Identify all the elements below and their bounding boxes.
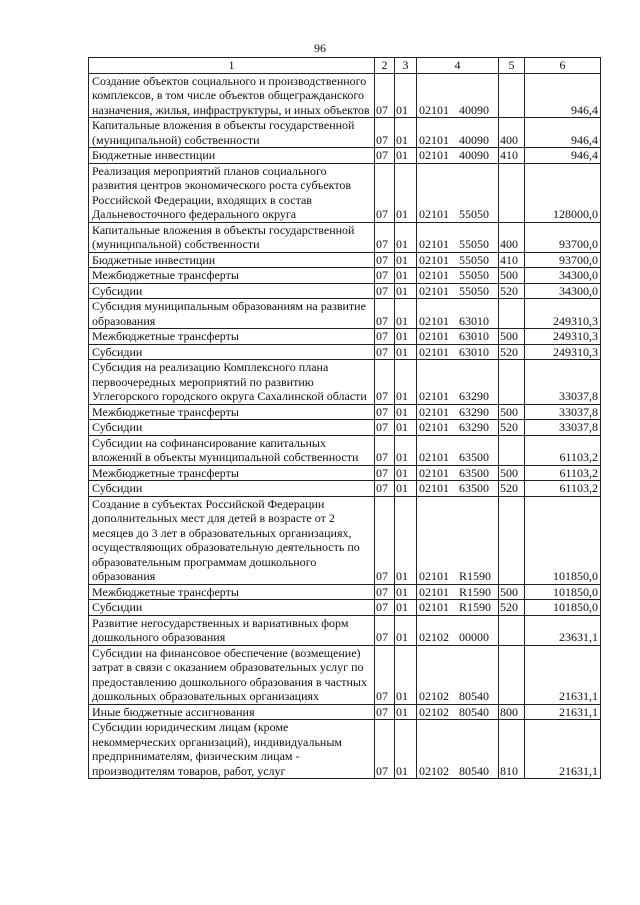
item-name: Межбюджетные трансферты (89, 404, 375, 420)
table-row (89, 435, 601, 465)
subsection-code: 01 (395, 299, 417, 329)
target-article-code (417, 118, 499, 148)
item-name: Субсидии (89, 420, 375, 436)
target-article-code (417, 645, 499, 704)
table-row (89, 222, 601, 252)
amount: 21631,1 (525, 720, 601, 779)
program-code: 02101 (419, 132, 449, 147)
program-code: 02101 (419, 237, 449, 251)
target-article-code (417, 299, 499, 329)
subsection-code: 01 (395, 118, 417, 148)
item-name: Межбюджетные трансферты (89, 329, 375, 345)
subsection-code: 01 (395, 481, 417, 497)
target-article-code (417, 420, 499, 436)
table-row (89, 118, 601, 148)
expense-type-code (499, 360, 525, 405)
direction-code: R1590 (459, 600, 492, 614)
item-name: Иные бюджетные ассигнования (89, 704, 375, 720)
section-code: 07 (375, 720, 395, 779)
target-article-code (417, 148, 499, 164)
subsection-code: 01 (395, 584, 417, 600)
subsection-code: 01 (395, 283, 417, 299)
program-code: 02101 (419, 420, 449, 434)
table-row (89, 344, 601, 360)
subsection-code: 01 (395, 645, 417, 704)
target-article-code (417, 465, 499, 481)
amount: 128000,0 (525, 163, 601, 222)
item-name: Субсидии (89, 600, 375, 616)
section-code: 07 (375, 148, 395, 164)
expense-type-code: 500 (499, 404, 525, 420)
item-name: Межбюджетные трансферты (89, 268, 375, 284)
expense-type-code: 520 (499, 344, 525, 360)
table-row (89, 360, 601, 405)
program-code: 02101 (419, 283, 449, 298)
amount: 946,4 (525, 118, 601, 148)
target-article-code (417, 435, 499, 465)
target-article-code (417, 329, 499, 345)
page-number: 96 (314, 41, 326, 55)
subsection-code: 01 (395, 222, 417, 252)
target-article-code (417, 252, 499, 268)
item-name: Создание объектов социального и производственного комплексов, в том числе объектов общегражданского назначения, жилья, инфраструктуры, и иных объектов (89, 73, 375, 118)
expense-type-code: 400 (499, 118, 525, 148)
target-article-code (417, 496, 499, 584)
expense-type-code (499, 299, 525, 329)
header-cell: 5 (499, 58, 525, 74)
direction-code: 80540 (459, 704, 489, 719)
expense-type-code: 520 (499, 420, 525, 436)
subsection-code: 01 (395, 404, 417, 420)
section-code: 07 (375, 435, 395, 465)
expense-type-code: 520 (499, 600, 525, 616)
amount: 33037,8 (525, 420, 601, 436)
program-code: 02101 (419, 450, 449, 464)
section-code: 07 (375, 329, 395, 345)
target-article-code (417, 360, 499, 405)
expense-type-code: 500 (499, 465, 525, 481)
expense-type-code (499, 435, 525, 465)
item-name: Межбюджетные трансферты (89, 584, 375, 600)
direction-code: 40090 (459, 132, 489, 147)
expense-type-code: 520 (499, 481, 525, 497)
subsection-code: 01 (395, 360, 417, 405)
direction-code: 63500 (459, 465, 489, 480)
table-row (89, 496, 601, 584)
direction-code: 40090 (459, 148, 489, 162)
amount: 93700,0 (525, 222, 601, 252)
amount: 23631,1 (525, 615, 601, 645)
subsection-code: 01 (395, 465, 417, 481)
direction-code: 00000 (459, 630, 489, 644)
subsection-code: 01 (395, 148, 417, 164)
expense-type-code: 410 (499, 148, 525, 164)
amount: 61103,2 (525, 481, 601, 497)
amount: 249310,3 (525, 299, 601, 329)
table-row (89, 704, 601, 720)
table-row (89, 299, 601, 329)
program-code: 02101 (419, 389, 449, 403)
expense-type-code (499, 496, 525, 584)
target-article-code (417, 720, 499, 779)
table-row (89, 283, 601, 299)
target-article-code (417, 222, 499, 252)
item-name: Субсидия муниципальным образованиям на развитие образования (89, 299, 375, 329)
program-code: 02102 (419, 763, 449, 778)
subsection-code: 01 (395, 720, 417, 779)
amount: 34300,0 (525, 268, 601, 284)
expense-type-code (499, 73, 525, 118)
target-article-code (417, 404, 499, 420)
direction-code: 80540 (459, 763, 489, 778)
table-row (89, 720, 601, 779)
amount: 101850,0 (525, 584, 601, 600)
table-row (89, 584, 601, 600)
section-code: 07 (375, 704, 395, 720)
program-code: 02101 (419, 584, 449, 599)
expense-type-code: 500 (499, 584, 525, 600)
direction-code: 63500 (459, 450, 489, 464)
section-code: 07 (375, 404, 395, 420)
target-article-code (417, 584, 499, 600)
direction-code: 55050 (459, 237, 489, 251)
direction-code: 80540 (459, 689, 489, 703)
subsection-code: 01 (395, 435, 417, 465)
subsection-code: 01 (395, 252, 417, 268)
direction-code: 40090 (459, 102, 489, 117)
item-name: Межбюджетные трансферты (89, 465, 375, 481)
amount: 249310,3 (525, 329, 601, 345)
expense-type-code (499, 645, 525, 704)
direction-code: R1590 (459, 569, 492, 583)
program-code: 02101 (419, 569, 449, 583)
item-name: Реализация мероприятий планов социального развития центров экономического роста субъектов Российской Федерации, входящих в состав Дальневосточного федерального округа (89, 163, 375, 222)
target-article-code (417, 600, 499, 616)
table-row (89, 481, 601, 497)
program-code: 02101 (419, 148, 449, 162)
direction-code: 63290 (459, 420, 489, 434)
amount: 21631,1 (525, 645, 601, 704)
amount: 61103,2 (525, 465, 601, 481)
target-article-code (417, 615, 499, 645)
amount: 249310,3 (525, 344, 601, 360)
amount: 101850,0 (525, 496, 601, 584)
subsection-code: 01 (395, 163, 417, 222)
table-row (89, 645, 601, 704)
program-code: 02102 (419, 630, 449, 644)
section-code: 07 (375, 163, 395, 222)
expense-type-code: 400 (499, 222, 525, 252)
table-row (89, 404, 601, 420)
amount: 34300,0 (525, 283, 601, 299)
section-code: 07 (375, 481, 395, 497)
header-cell: 2 (375, 58, 395, 74)
section-code: 07 (375, 299, 395, 329)
target-article-code (417, 268, 499, 284)
item-name: Субсидия на реализацию Комплексного плана первоочередных мероприятий по развитию Углегорского городского округа Сахалинской области (89, 360, 375, 405)
subsection-code: 01 (395, 615, 417, 645)
table-row (89, 163, 601, 222)
direction-code: 63010 (459, 313, 489, 328)
item-name: Субсидии на финансовое обеспечение (возмещение) затрат в связи с оказанием образовательных услуг по предоставлению дошкольного образования в частных дошкольных образовательных организациях (89, 645, 375, 704)
program-code: 02101 (419, 313, 449, 328)
expense-type-code: 500 (499, 329, 525, 345)
table-row (89, 600, 601, 616)
section-code: 07 (375, 360, 395, 405)
table-row (89, 465, 601, 481)
item-name: Субсидии (89, 481, 375, 497)
target-article-code (417, 344, 499, 360)
subsection-code: 01 (395, 420, 417, 436)
program-code: 02101 (419, 268, 449, 282)
item-name: Субсидии (89, 344, 375, 360)
subsection-code: 01 (395, 496, 417, 584)
table-row (89, 420, 601, 436)
amount: 946,4 (525, 148, 601, 164)
expense-type-code: 800 (499, 704, 525, 720)
program-code: 02101 (419, 207, 449, 221)
program-code: 02101 (419, 344, 449, 359)
target-article-code (417, 163, 499, 222)
section-code: 07 (375, 252, 395, 268)
subsection-code: 01 (395, 329, 417, 345)
amount: 33037,8 (525, 360, 601, 405)
expense-type-code: 810 (499, 720, 525, 779)
section-code: 07 (375, 465, 395, 481)
header-cell: 1 (89, 58, 375, 74)
section-code: 07 (375, 645, 395, 704)
table-row (89, 148, 601, 164)
expense-type-code (499, 163, 525, 222)
item-name: Создание в субъектах Российской Федерации дополнительных мест для детей в возрасте от 2 месяцев до 3 лет в образовательных организациях, осуществляющих образовательную деятельность по образовательным программам дошкольного образования (89, 496, 375, 584)
target-article-code (417, 73, 499, 118)
amount: 101850,0 (525, 600, 601, 616)
expense-type-code: 410 (499, 252, 525, 268)
target-article-code (417, 704, 499, 720)
item-name: Субсидии юридическим лицам (кроме некоммерческих организаций), индивидуальным предпринимателям, физическим лицам - производителям товаров, работ, услуг (89, 720, 375, 779)
program-code: 02102 (419, 689, 449, 703)
program-code: 02102 (419, 704, 449, 719)
expense-type-code (499, 615, 525, 645)
program-code: 02101 (419, 329, 449, 343)
direction-code: 55050 (459, 207, 489, 221)
section-code: 07 (375, 615, 395, 645)
subsection-code: 01 (395, 704, 417, 720)
direction-code: 55050 (459, 283, 489, 298)
header-cell: 3 (395, 58, 417, 74)
table-row (89, 252, 601, 268)
program-code: 02101 (419, 465, 449, 480)
amount: 61103,2 (525, 435, 601, 465)
target-article-code (417, 481, 499, 497)
target-article-code (417, 283, 499, 299)
direction-code: 55050 (459, 252, 489, 267)
section-code: 07 (375, 283, 395, 299)
amount: 33037,8 (525, 404, 601, 420)
subsection-code: 01 (395, 268, 417, 284)
program-code: 02101 (419, 102, 449, 117)
table-row (89, 329, 601, 345)
amount: 93700,0 (525, 252, 601, 268)
direction-code: 63010 (459, 344, 489, 359)
section-code: 07 (375, 496, 395, 584)
expense-type-code: 500 (499, 268, 525, 284)
item-name: Капитальные вложения в объекты государственной (муниципальной) собственности (89, 222, 375, 252)
expense-type-code: 520 (499, 283, 525, 299)
table-row (89, 73, 601, 118)
program-code: 02101 (419, 600, 449, 614)
section-code: 07 (375, 344, 395, 360)
budget-table (88, 57, 601, 779)
table-row (89, 615, 601, 645)
header-cell: 4 (417, 58, 499, 74)
item-name: Капитальные вложения в объекты государственной (муниципальной) собственности (89, 118, 375, 148)
header-row (89, 58, 601, 74)
header-cell: 6 (525, 58, 601, 74)
item-name: Бюджетные инвестиции (89, 148, 375, 164)
program-code: 02101 (419, 481, 449, 495)
direction-code: 63290 (459, 389, 489, 403)
section-code: 07 (375, 118, 395, 148)
section-code: 07 (375, 73, 395, 118)
subsection-code: 01 (395, 73, 417, 118)
section-code: 07 (375, 268, 395, 284)
item-name: Бюджетные инвестиции (89, 252, 375, 268)
item-name: Развитие негосударственных и вариативных форм дошкольного образования (89, 615, 375, 645)
item-name: Субсидии (89, 283, 375, 299)
section-code: 07 (375, 584, 395, 600)
subsection-code: 01 (395, 344, 417, 360)
section-code: 07 (375, 222, 395, 252)
program-code: 02101 (419, 404, 449, 419)
subsection-code: 01 (395, 600, 417, 616)
direction-code: 63290 (459, 404, 489, 419)
amount: 946,4 (525, 73, 601, 118)
direction-code: 63010 (459, 329, 489, 343)
direction-code: 55050 (459, 268, 489, 282)
section-code: 07 (375, 420, 395, 436)
table-row (89, 268, 601, 284)
item-name: Субсидии на софинансирование капитальных вложений в объекты муниципальной собственности (89, 435, 375, 465)
program-code: 02101 (419, 252, 449, 267)
amount: 21631,1 (525, 704, 601, 720)
direction-code: R1590 (459, 584, 492, 599)
direction-code: 63500 (459, 481, 489, 495)
section-code: 07 (375, 600, 395, 616)
